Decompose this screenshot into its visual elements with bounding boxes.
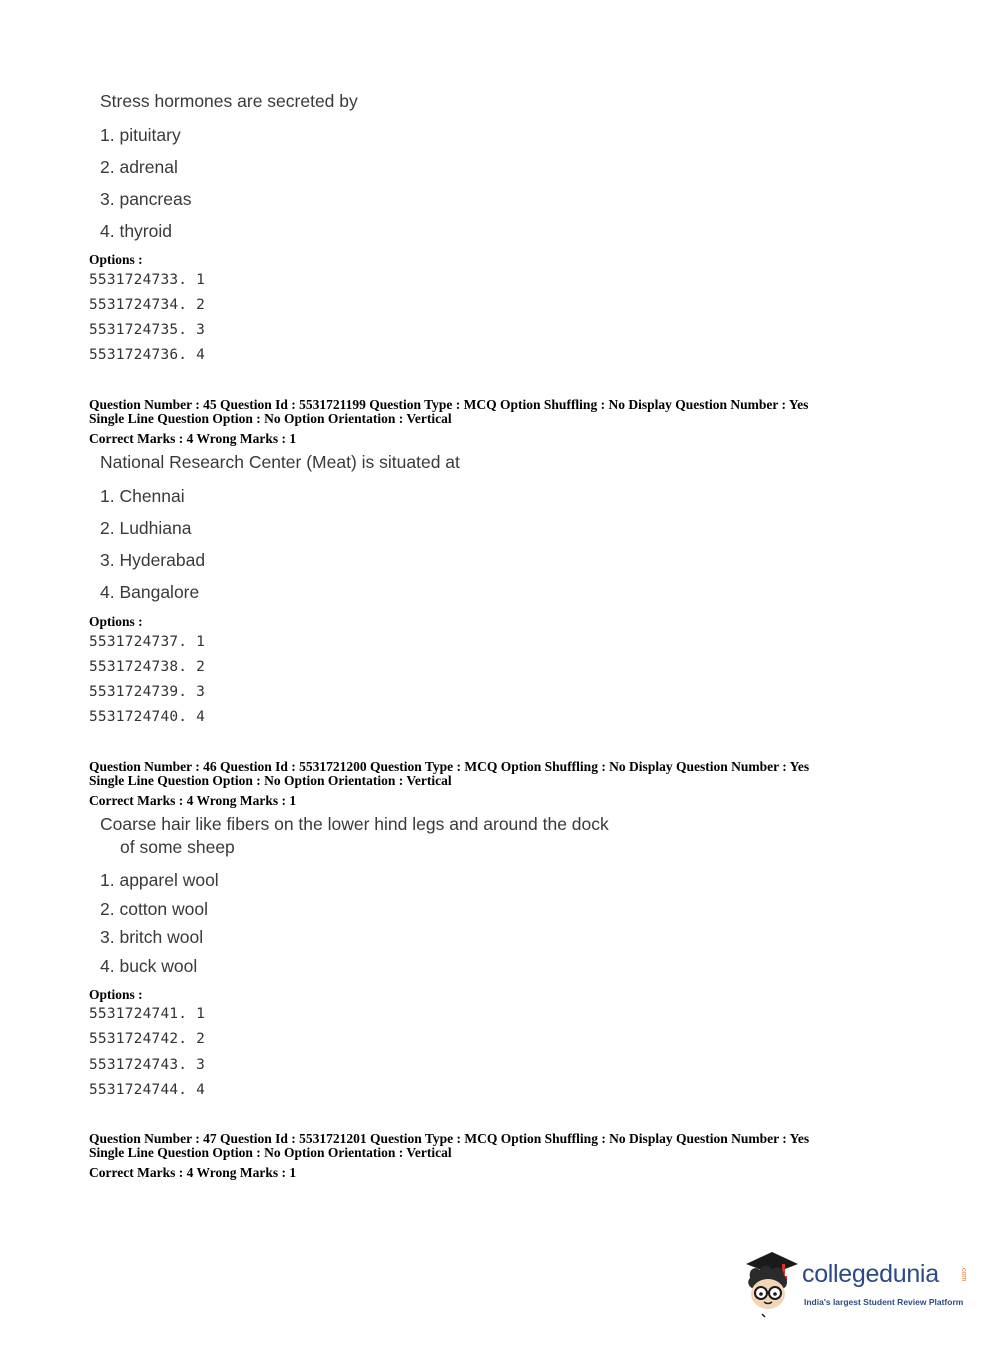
- option-code-1: 5531724733. 1: [89, 272, 206, 288]
- question-text-line2: of some sheep: [120, 837, 235, 857]
- choice-4: 4. buck wool: [100, 956, 198, 976]
- option-code-2: 5531724738. 2: [89, 659, 206, 675]
- question-meta-line1: Question Number : 46 Question Id : 5531721200 Question Type : MCQ Option Shuffling : No Display Question Number : Yes: [89, 759, 810, 774]
- question-meta-line2: Single Line Question Option : No Option Orientation : Vertical: [89, 411, 452, 426]
- option-code-3: 5531724735. 3: [89, 322, 206, 338]
- question-meta-line2: Single Line Question Option : No Option Orientation : Vertical: [89, 773, 452, 788]
- mascot-icon: [742, 1248, 800, 1320]
- logo-tagline: India's largest Student Review Platform: [804, 1297, 964, 1307]
- question-text: National Research Center (Meat) is situated at: [100, 452, 460, 472]
- option-code-1: 5531724741. 1: [89, 1006, 206, 1022]
- option-code-3: 5531724739. 3: [89, 684, 206, 700]
- option-code-4: 5531724744. 4: [89, 1082, 206, 1098]
- question-text: Stress hormones are secreted by: [100, 91, 358, 111]
- choice-4: 4. Bangalore: [100, 582, 200, 602]
- question-meta-line1: Question Number : 45 Question Id : 5531721199 Question Type : MCQ Option Shuffling : No Display Question Number : Yes: [89, 397, 809, 412]
- option-code-2: 5531724742. 2: [89, 1031, 206, 1047]
- collegedunia-logo: [742, 1248, 972, 1320]
- choice-3: 3. britch wool: [100, 927, 204, 947]
- question-meta-line2: Single Line Question Option : No Option Orientation : Vertical: [89, 1145, 452, 1160]
- question-marks: Correct Marks : 4 Wrong Marks : 1: [89, 1165, 297, 1180]
- option-code-3: 5531724743. 3: [89, 1057, 206, 1073]
- choice-2: 2. cotton wool: [100, 899, 208, 919]
- choice-3: 3. pancreas: [100, 189, 192, 209]
- option-code-1: 5531724737. 1: [89, 634, 206, 650]
- choice-1: 1. apparel wool: [100, 870, 219, 890]
- options-label: Options :: [89, 987, 143, 1002]
- options-label: Options :: [89, 252, 143, 267]
- choice-1: 1. pituitary: [100, 125, 181, 145]
- choice-3: 3. Hyderabad: [100, 550, 206, 570]
- question-text-line1: Coarse hair like fibers on the lower hind legs and around the dock: [100, 814, 609, 834]
- choice-2: 2. Ludhiana: [100, 518, 192, 538]
- question-meta-line1: Question Number : 47 Question Id : 5531721201 Question Type : MCQ Option Shuffling : No Display Question Number : Yes: [89, 1131, 810, 1146]
- choice-2: 2. adrenal: [100, 157, 178, 177]
- choice-4: 4. thyroid: [100, 221, 172, 241]
- logo-name: collegedunia: [802, 1260, 939, 1288]
- question-marks: Correct Marks : 4 Wrong Marks : 1: [89, 431, 297, 446]
- option-code-4: 5531724740. 4: [89, 709, 206, 725]
- option-code-2: 5531724734. 2: [89, 297, 206, 313]
- choice-1: 1. Chennai: [100, 486, 185, 506]
- logo-domain: .com: [960, 1266, 967, 1282]
- option-code-4: 5531724736. 4: [89, 347, 206, 363]
- options-label: Options :: [89, 614, 143, 629]
- question-marks: Correct Marks : 4 Wrong Marks : 1: [89, 793, 297, 808]
